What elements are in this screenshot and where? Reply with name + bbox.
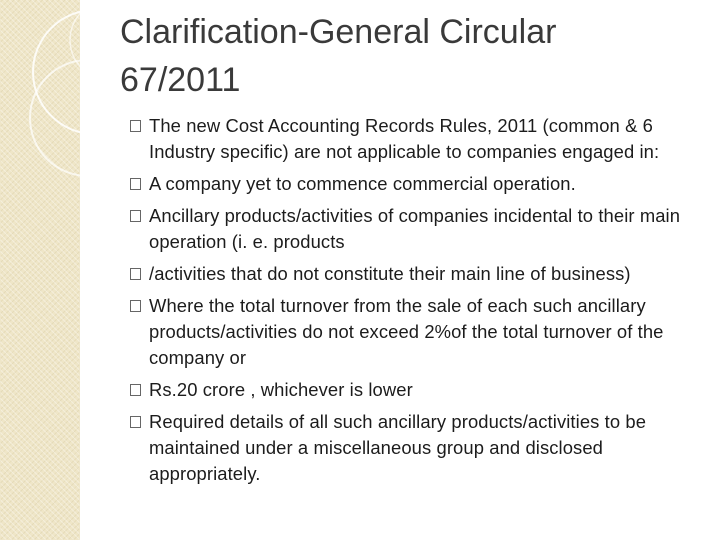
slide-title: Clarification-General Circular 67/2011	[120, 13, 557, 99]
list-item	[130, 377, 705, 403]
list-item-text: Where the total turnover from the sale of each such ancillary products/activities do not exceed 2%of the total turnover of the company or	[149, 295, 664, 368]
decorative-circles	[0, 0, 80, 540]
list-item-text: The new Cost Accounting Records Rules, 2011 (common & 6 Industry specific) are not applicable to companies engaged in:	[149, 115, 660, 162]
list-item-text: /activities that do not constitute their main line of business)	[149, 263, 631, 284]
bullet-box-icon	[130, 268, 141, 280]
list-item-text: Rs.20 crore , whichever is lower	[149, 379, 413, 400]
list-item	[130, 293, 705, 371]
list-item-text: Required details of all such ancillary products/activities to be maintained under a miscellaneous group and disclosed appropriately.	[149, 411, 647, 484]
bullet-box-icon	[130, 416, 141, 428]
bullet-box-icon	[130, 384, 141, 396]
list-item	[130, 171, 705, 197]
list-item	[130, 113, 705, 165]
list-item-text: A company yet to commence commercial operation.	[149, 173, 576, 194]
bullet-box-icon	[130, 178, 141, 190]
list-item	[130, 261, 705, 287]
bullet-box-icon	[130, 120, 141, 132]
bullet-box-icon	[130, 300, 141, 312]
bullet-list	[130, 113, 705, 493]
list-item	[130, 409, 705, 487]
decorative-sidebar	[0, 0, 80, 540]
list-item-text: Ancillary products/activities of companies incidental to their main operation (i. e. products	[149, 205, 681, 252]
bullet-box-icon	[130, 210, 141, 222]
list-item	[130, 203, 705, 255]
